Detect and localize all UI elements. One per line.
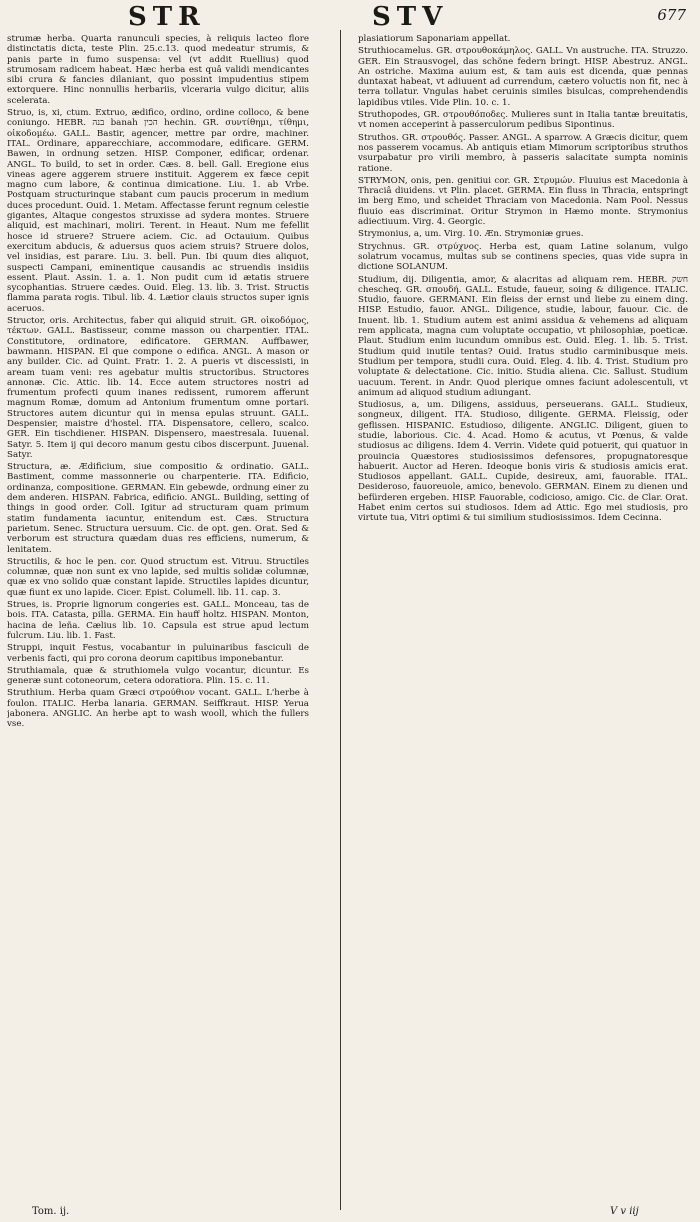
entry-struthos: Struthos. GR. στρουθός. Passer. ANGL. A sparrow. A Græcis dicitur, quem nos passerem vocamus. Ab antiquis etiam Mimorum scriptoribus struthos vsurpabatur pro virili membro, à passeris salacitate sumpta nominis ratione. (358, 132, 688, 174)
right-running-head: STV (372, 2, 449, 32)
entry-strychnus: Strychnus. GR. στρύχνος. Herba est, quam Latine solanum, vulgo solatrum vocamus, multas sub se continens species, quas vide supra in dictione SOLANUM. (358, 241, 688, 273)
entry-struthium: Struthium. Herba quam Græci στρούθιον vocant. GALL. L'herbe à foulon. ITALIC. Herba lanaria. GERMAN. Seiffkraut. HISP. Yerua jabonera. ANGLIC. An herbe apt to wash wooll, which the fullers vse. (7, 688, 309, 730)
entry-struthiamala: Struthiamala, quæ & struthiomela vulgo vocantur, dicuntur. Es generæ sunt cotoneorum, cetera odoratiora. Plin. 15. c. 11. (7, 665, 309, 687)
entry-struo: Struo, is, xi, ctum. Extruo, ædifico, ordino, ordine colloco, & bene coniungo. HEBR. בנה banah הכין hechin. GR. συντίθημι, τίθημι, οἰκοδομέω. GALL. Bastir, agencer, mettre par ordre, machiner. ITAL. Ordinare, apparecchiare, accommodare, edificare. GERM. Bawen, in ordnung setzen. HISP. Componer, edificar, ordenar. ANGL. To build, to set in order. Cæs. 8. bell. Gall. Eregione eius vineas agere aggerem struere instituit. Aggerem ex fæce cepit magno cum labore, & continua dimicatione. Liu. 1. ab Vrbe. Postquam structurinque stabant cum paucis procerum in medium duces procedunt. Ouid. 1. Metam. Affectasse ferunt regnum celestie gigantes, Altaque congestos struxisse ad sydera montes. Struere aliquid, est machinari, moliri. Terent. in Heaut. Num me fefellit hosce id struere? Struere aciem. Cic. ad Octauium. Quibus exercitum abducis, & aduersus quos aciem struis? Struere dolos, vel insidias, est parare. Liu. 3. bell. Pun. Ibi quum dies aliquot, suspecti Campani, eminentique causandis ac struendis insidiis essent. Plaut. Assin. 1. a. 1. Non pudit cum id ætatis struere sycophantias. Struere cædes. Ouid. Eleg. 13. lib. 3. Trist. Structis flamma parata rogis. Tibul. lib. 4. Lætior clauis structos super ignis aceruos. (7, 108, 309, 314)
entry-strumae-herba: strumæ herba. Quarta ranunculi species, à reliquis lacteo flore distinctatis dicta, teste Plin. 25.c.13. quod medeatur strumis, & panis parte in fumo suspensa: vel (vt addit Ruellius) quod strumosam radicem habeat. Hæc herba est quâ validi mendicantes sibi crura & fancies dilaniant, quo possint impudentius stipem extorquere. Hinc nonnullis herbariis, vlceraria vulgo dicitur, aliis scelerata. (7, 34, 309, 106)
entry-studium: Studium, dij. Diligentia, amor, & alacritas ad aliquam rem. HEBR. חשק chescheq. GR. σπουδή. GALL. Estude, faueur, soing & diligence. ITALIC. Studio, fauore. GERMANI. Ein fleiss der ernst und liebe zu einem ding. HISP. Estudio, fauor. ANGL. Diligence, studie, labour, fauour. Cic. de Inuent. lib. 1. Studium autem est animi assidua & vehemens ad aliquam rem applicata, magna cum voluptate occupatio, vt philosophiæ, poeticæ. Plaut. Studium enim iucundum omnibus est. Ouid. Eleg. 1. lib. 5. Trist. Studium quid inutile tentas? Ouid. Iratus studio carminibusque meis. Studium per tempora, studii cura. Ouid. Eleg. 4. lib. 4. Trist. Studium pro voluptate & delectatione. Cic. initio. Studia aliena. Cic. Sallust. Studium uacuum. Terent. in Andr. Quod plerique omnes faciunt adolescentuli, vt animum ad aliquod studium adiungant. (358, 274, 688, 398)
page-number: 677 (657, 6, 686, 24)
left-column (7, 34, 309, 1204)
entry-structilis: Structilis, & hoc le pen. cor. Quod structum est. Vitruu. Structiles columnæ, quæ non sunt ex vno lapide, sed multis solidæ columnæ, quæ ex vno solido quæ constant lapide. Structiles lapides dicuntur, quæ fiunt ex uno lapide. Cicer. Epist. Columell. lib. 11. cap. 3. (7, 556, 309, 598)
entry-structura: Structura, æ. Ædificium, siue compositio & ordinatio. GALL. Bastiment, comme massonnerie ou charpenterie. ITA. Edificio, ordinanza, compositione. GERMAN. Ein gebewde, ordnung einer zu dem anderen. HISPAN. Fabrica, edificio. ANGL. Building, setting of things in good order. Coll. Igitur ad structuram quam primum statim fundamenta iacuntur, enitendum est. Cæs. Structura parietum. Senec. Structura uersuum. Cic. de opt. gen. Orat. Sed & verborum est structura quædam duas res efficiens, numerum, & lenitatem. (7, 462, 309, 555)
entry-structor: Structor, oris. Architectus, faber qui aliquid struit. GR. οἰκοδόμος, τέκτων. GALL. Bastisseur, comme masson ou charpentier. ITAL. Constitutore, ordinatore, edificatore. GERMAN. Auffbawer, bawmann. HISPAN. El que compone o edifica. ANGL. A mason or any builder. Cic. ad Quint. Fratr. 1. 2. A pueris vt discessisti, in aream tuam veni: res agebatur multis structoribus. Structores annonæ. Cic. Attic. lib. 14. Ecce autem structores nostri ad frumentum profecti quum inanes redissent, rumorem afferunt magnum Romæ, domum ad Antonium frumentum omne portari. Structores autem dicuntur qui in mensa epulas struunt. GALL. Despensier, maistre d'hostel. ITA. Dispensatore, cellero, scalco. GER. Ein tischdiener. HISPAN. Dispensero, maestresala. Iuuenal. Satyr. 5. Item ij qui decoro manum gestu cibos discerpunt. Juuenal. Satyr. (7, 316, 309, 460)
entry-strymon: STRYMON, onis, pen. genitiui cor. GR. Στρυμών. Fluuius est Macedonia à Thraciâ diuidens. vt Plin. placet. GERMA. Ein fluss in Thracia, entspringt im berg Emo, und scheidet Thraciam von Macedonia. Nam Pool. Nessus fluuio eas discriminat. Oritur Strymon in Hæmo monte. Strymonius adiectiuum. Virg. 4. Georgic. (358, 175, 688, 228)
page-header (0, 0, 700, 30)
entry-struthopodes: Struthopodes, GR. στρουθόποδες. Mulieres sunt in Italia tantæ breuitatis, vt nomen acceperint à passerculorum pedibus Sipontinus. (358, 110, 688, 131)
column-divider (340, 30, 341, 1210)
entry-studiosus: Studiosus, a, um. Diligens, assiduus, perseuerans. GALL. Studieux, songneux, diligent. ITA. Studioso, diligente. GERMA. Fleissig, oder geflissen. HISPANIC. Estudioso, diligente. ANGLIC. Diligent, giuen to studie, laborious. Cic. 4. Acad. Homo & acutus, vt Pœnus, & valde studiosus ac diligens. Idem 4. Verrin. Videte quid potuerit, qui quatuor in prouincia Quæstores studiosissimos defensores, propugnatoresque habuerit. Auctor ad Heren. Ideoque bonis viris & studiosis amicis erat. Studiosos appellant. GALL. Cupide, desireux, ami, fauorable. ITAL. Desideroso, fauoreuole, amico, benevolo. GERMAN. Einem zu dienen und befürderen ergeben. HISP. Fauorable, codicioso, amigo. Cic. de Clar. Orat. Habet enim certos sui studiosos. Idem ad Attic. Ego mei studiosis, pro virtute tua, Vitri optimi & tui similium studiosissimos. Idem Cecinna. (358, 400, 688, 524)
signature-mark: V v iij (610, 1206, 639, 1217)
left-running-head: STR (128, 2, 206, 32)
entry-strues: Strues, is. Proprie lignorum congeries est. GALL. Monceau, tas de bois. ITA. Catasta, pilla. GERMA. Ein hauff holtz. HISPAN. Monton, hacina de leña. Cælius lib. 10. Capsula est strue apud lectum fulcrum. Liu. lib. 1. Fast. (7, 600, 309, 641)
entry-plasiatiorum: plasiatiorum Saponariam appellat. (358, 34, 511, 44)
right-column (358, 34, 688, 1204)
entry-struppi: Struppi, inquit Festus, vocabantur in puluinaribus fasciculi de verbenis facti, qui pro corona deorum capitibus imponebantur. (7, 643, 309, 664)
entry-struthiocamelus: Struthiocamelus. GR. στρουθοκάμηλος. GALL. Vn austruche. ITA. Struzzo. GER. Ein Strausvogel, das schöne federn bringt. HISP. Abestruz. ANGL. An ostriche. Maxima auium est, & tam auis est dicenda, quæ pennas duntaxat habeat, vt adiuuent ad currendum, cætero voluctis non fit, nec à terra tollatur. Vngulas habet ceruinis similes bisulcas, comprehendendis lapidibus vtiles. Vide Plin. 10. c. 1. (358, 46, 688, 108)
entry-strymonius: Strymonius, a, um. Virg. 10. Æn. Strymoniæ grues. (358, 229, 584, 240)
volume-mark: Tom. ij. (32, 1206, 70, 1217)
